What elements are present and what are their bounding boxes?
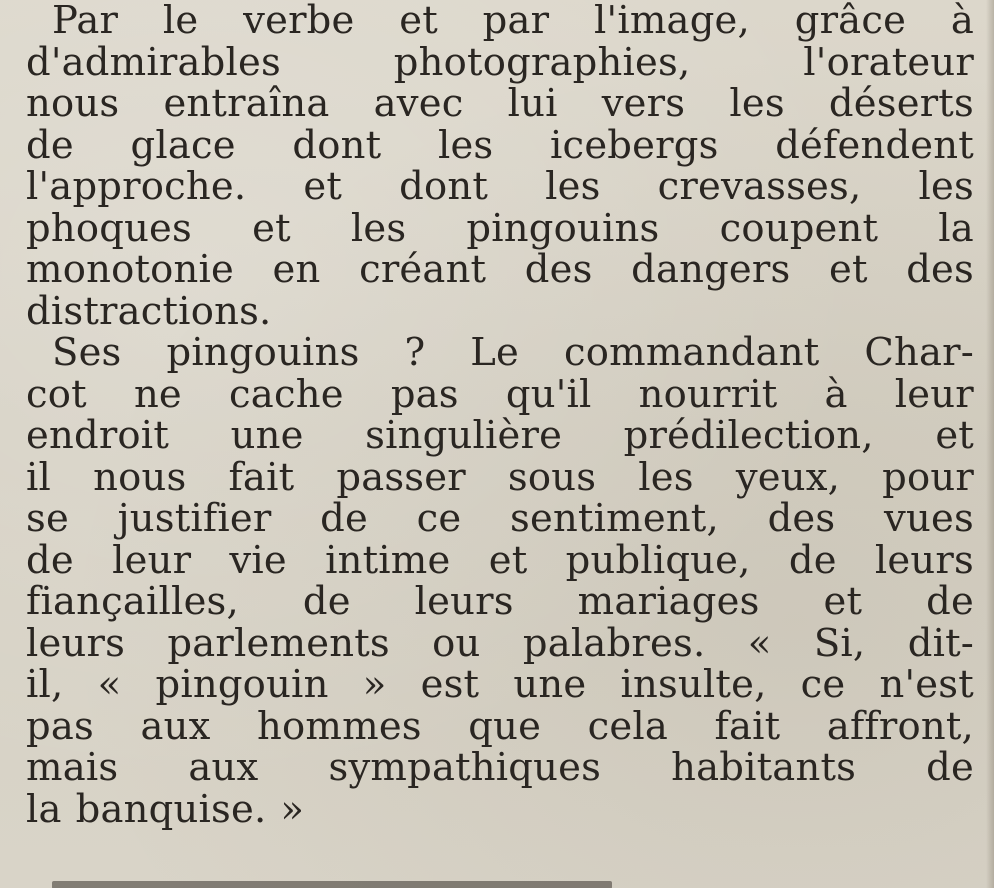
article-word: avec — [373, 81, 464, 126]
article-word: défendent — [775, 122, 974, 168]
article-line — [26, 786, 974, 832]
article-word: pingouin — [155, 662, 329, 707]
article-word: et — [488, 537, 528, 583]
article-word: sentiment, — [510, 496, 719, 541]
article-word: pas — [26, 703, 94, 749]
article-word: et — [823, 579, 863, 624]
article-word: de — [302, 579, 351, 624]
article-word: dangers — [631, 247, 791, 292]
article-word: dont — [399, 164, 489, 209]
article-word: l'approche. — [26, 164, 247, 209]
article-word: photographies, — [393, 39, 691, 85]
article-word: Char- — [864, 330, 974, 375]
article-line — [26, 0, 974, 42]
article-line — [26, 83, 974, 125]
article-word: » — [362, 662, 387, 707]
article-word: ou — [432, 620, 481, 666]
article-line — [26, 703, 974, 749]
article-word: dont — [292, 122, 382, 168]
article-word: ce — [416, 496, 462, 541]
article-line — [26, 537, 974, 583]
article-word: affront, — [826, 703, 974, 749]
article-word: les — [638, 454, 694, 500]
article-word: fait — [228, 454, 295, 500]
article-word: coupent — [719, 205, 879, 251]
article-line — [26, 288, 974, 334]
article-word: Si, — [813, 620, 866, 666]
article-word: leur — [894, 371, 974, 417]
article-word: lui — [507, 81, 558, 126]
article-word: sous — [507, 454, 597, 500]
article-word: des — [524, 247, 593, 292]
article-word: une — [513, 662, 587, 707]
article-word: endroit — [26, 413, 169, 458]
article-word: en — [272, 247, 321, 292]
article-word: sympathiques — [328, 745, 602, 790]
article-word: se — [26, 496, 69, 541]
article-word: entraîna — [163, 81, 330, 126]
article-word: de — [926, 579, 974, 624]
article-word: verbe — [243, 0, 355, 43]
article-line — [26, 332, 974, 374]
article-word: l'orateur — [803, 39, 974, 85]
article-word: à — [950, 0, 974, 43]
article-word: est — [420, 662, 480, 707]
article-word: singulière — [365, 413, 563, 458]
article-word: icebergs — [550, 122, 719, 168]
article-word: par — [482, 0, 550, 43]
article-word: dit- — [907, 620, 974, 666]
article-word: de — [926, 745, 974, 790]
article-word: glace — [130, 122, 236, 168]
article-word: aux — [140, 703, 211, 749]
article-word: une — [230, 413, 304, 458]
article-line — [26, 498, 974, 540]
article-word: insulte, — [620, 662, 767, 707]
article-word: ne — [133, 371, 182, 417]
article-word: les — [729, 81, 785, 126]
article-word: les — [437, 122, 494, 168]
article-word: vie — [229, 537, 287, 583]
article-word: pingouins — [166, 330, 360, 375]
article-word: nous — [26, 81, 120, 126]
article-word: publique, — [565, 537, 751, 583]
article-word: fait — [714, 703, 781, 749]
cut-off-next-line — [52, 873, 612, 888]
article-line — [26, 371, 974, 417]
article-word: déserts — [828, 81, 974, 126]
article-line — [26, 122, 974, 168]
article-word: distractions. — [26, 288, 272, 334]
article-line — [26, 620, 974, 666]
article-word: crevasses, — [657, 164, 862, 209]
article-word: cache — [229, 371, 344, 417]
article-word: leurs — [414, 579, 514, 624]
article-word: de — [26, 537, 74, 583]
article-word: ce — [800, 662, 846, 707]
article-line — [26, 205, 974, 251]
article-word: et — [935, 413, 974, 458]
article-word: nous — [93, 454, 187, 500]
article-word: Par — [52, 0, 119, 43]
article-word: leurs — [26, 620, 126, 666]
article-word: et — [303, 164, 343, 209]
article-word: créant — [359, 247, 487, 292]
article-word: commandant — [564, 330, 820, 375]
article-line — [26, 747, 974, 789]
article-word: et — [399, 0, 438, 43]
article-word: nourrit — [638, 371, 778, 417]
article-word: vues — [884, 496, 974, 541]
article-word: « — [747, 620, 772, 666]
article-word: fiançailles, — [26, 579, 239, 624]
article-word: la — [938, 205, 974, 251]
article-word: intime — [325, 537, 451, 583]
article-word: des — [906, 247, 974, 292]
article-word: leur — [112, 537, 192, 583]
article-word: pour — [882, 454, 974, 500]
article-word: phoques — [26, 205, 193, 251]
article-line — [26, 166, 974, 208]
article-word: Le — [470, 330, 520, 375]
article-line — [26, 415, 974, 457]
article-word: de — [788, 537, 837, 583]
article-word: et — [829, 247, 868, 292]
article-line — [26, 581, 974, 623]
article-word: n'est — [879, 662, 974, 707]
article-word: et — [252, 205, 291, 251]
article-word: prédilection, — [623, 413, 874, 458]
article-word: des — [767, 496, 836, 541]
article-word: cot — [26, 371, 87, 417]
article-word: mais — [26, 745, 119, 790]
article-word: les — [918, 164, 974, 209]
article-word: » — [280, 786, 305, 832]
article-word: pas — [390, 371, 459, 417]
article-word: à — [824, 371, 848, 417]
article-word: banquise. — [75, 786, 267, 832]
article-word: les — [545, 164, 601, 209]
article-word: grâce — [794, 0, 907, 43]
article-word: l'image, — [594, 0, 750, 43]
article-word: le — [162, 0, 199, 43]
article-word: parlements — [167, 620, 390, 666]
article-word: que — [468, 703, 542, 749]
article-word: il, — [26, 662, 64, 707]
article-word: aux — [188, 745, 259, 790]
article-word: mariages — [577, 579, 760, 624]
article-word: vers — [601, 81, 686, 126]
article-word: Ses — [52, 330, 122, 375]
article-line — [26, 39, 974, 85]
article-word: palabres. — [522, 620, 706, 666]
article-word: habitants — [671, 745, 857, 790]
article-word: monotonie — [26, 247, 235, 292]
article-word: qu'il — [505, 371, 592, 417]
article-word: les — [350, 205, 407, 251]
article-word: « — [97, 662, 122, 707]
article-word: de — [320, 496, 368, 541]
article-word: pingouins — [466, 205, 660, 251]
article-word: d'admirables — [26, 39, 281, 85]
article-word: la — [26, 786, 62, 832]
article-word: cela — [587, 703, 669, 749]
article-word: de — [26, 122, 74, 168]
article-column — [26, 0, 974, 830]
article-line — [26, 454, 974, 500]
article-word: il — [26, 454, 52, 500]
page-edge-shadow — [986, 0, 994, 888]
article-word: hommes — [257, 703, 422, 749]
article-word: yeux, — [735, 454, 841, 500]
article-word: justifier — [117, 496, 272, 541]
article-line — [26, 249, 974, 291]
article-word: leurs — [874, 537, 974, 583]
article-line — [26, 664, 974, 706]
article-word: passer — [336, 454, 466, 500]
article-word: ? — [404, 330, 426, 375]
